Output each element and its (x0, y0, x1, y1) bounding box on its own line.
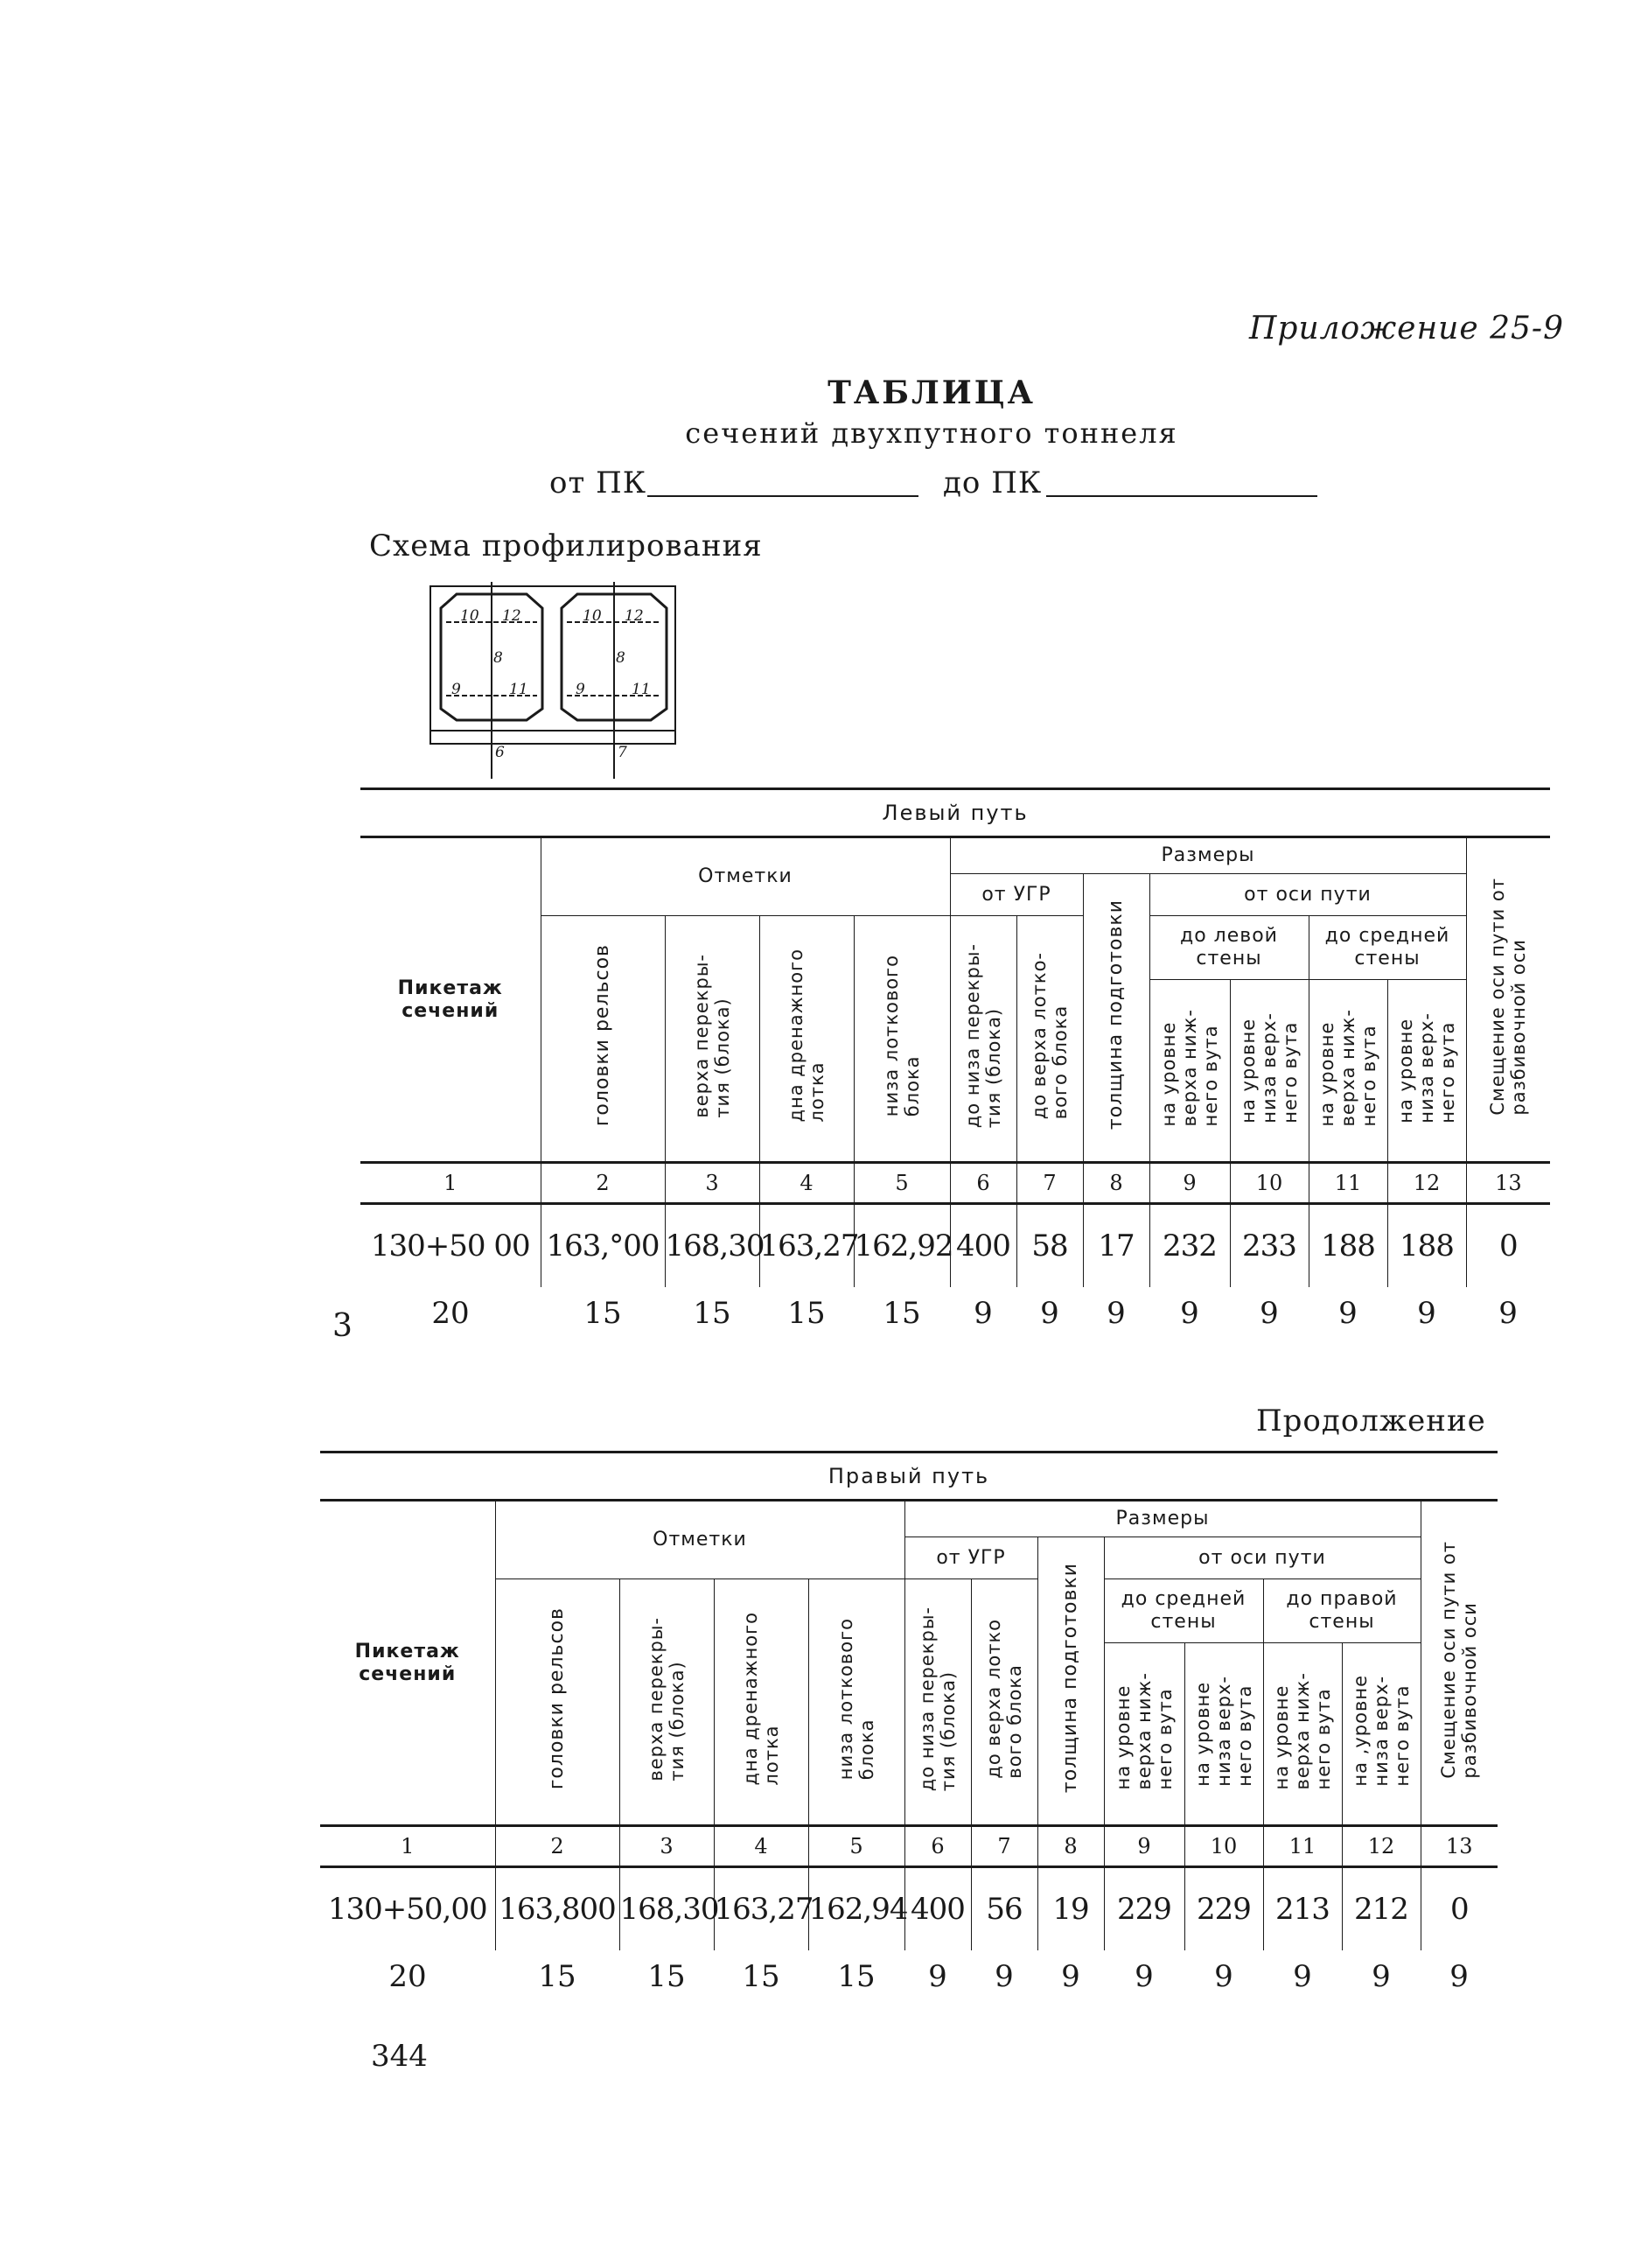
column-number: 4 (759, 1163, 854, 1204)
cell-prep-thickness: 17 (1083, 1204, 1149, 1288)
col-header-tray-block-bottom: низа лоткового блока (854, 916, 950, 1163)
accuracy-cell: 20 (431, 1296, 470, 1331)
cell-wall-b-upper: 188 (1387, 1204, 1466, 1288)
accuracy-row (320, 1950, 1498, 2003)
column-number: 13 (1466, 1163, 1550, 1204)
col-header-offset: Смещение оси пути от разбивочной оси (1421, 1501, 1498, 1826)
table-row (320, 1867, 1498, 1951)
column-number: 9 (1104, 1826, 1184, 1867)
column-number: 13 (1421, 1826, 1498, 1867)
cell-to-slab-bottom: 400 (950, 1204, 1016, 1288)
col-header-tray-block-bottom: низа лоткового блока (808, 1579, 904, 1826)
accuracy-cell: 15 (583, 1296, 622, 1331)
cell-wall-b-upper: 212 (1342, 1867, 1421, 1951)
profiling-scheme-diagram (422, 582, 684, 787)
accuracy-cell: 9 (995, 1959, 1014, 1994)
col-header-rail-heads: головки рельсов (541, 916, 665, 1163)
accuracy-cell: 15 (787, 1296, 826, 1331)
left-track-banner: Левый путь (360, 789, 1550, 837)
cell-wall-a-upper: 229 (1184, 1867, 1263, 1951)
column-number: 5 (854, 1163, 950, 1204)
accuracy-cell: 15 (837, 1959, 876, 1994)
col-header-picket: Пикетаж сечений (320, 1501, 495, 1826)
col-header-marks: Отметки (495, 1501, 904, 1579)
column-number: 9 (1149, 1163, 1230, 1204)
column-number: 2 (495, 1826, 619, 1867)
column-number: 5 (808, 1826, 904, 1867)
scheme-label-11-right: 11 (632, 681, 651, 698)
column-number: 6 (950, 1163, 1016, 1204)
accuracy-cell: 9 (1135, 1959, 1154, 1994)
accuracy-cell: 9 (1260, 1296, 1279, 1331)
col-header-wall-b-lower: на уровне верха ниж- него вута (1309, 980, 1387, 1163)
column-number: 3 (619, 1826, 714, 1867)
cell-to-tray-top: 58 (1016, 1204, 1083, 1288)
col-header-sizes: Размеры (904, 1501, 1421, 1537)
accuracy-cell: 15 (742, 1959, 780, 1994)
col-header-from-track-axis: от оси пути (1149, 874, 1466, 916)
pk-to-label: до ПК (943, 466, 1043, 500)
accuracy-cell: 9 (1214, 1959, 1233, 1994)
col-header-wall-a-lower: на уровне верха ниж- него вута (1149, 980, 1230, 1163)
accuracy-cell: 9 (1449, 1959, 1469, 1994)
cell-wall-a-upper: 233 (1230, 1204, 1309, 1288)
col-header-offset: Смещение оси пути от разбивочной оси (1466, 837, 1550, 1163)
column-number: 8 (1037, 1826, 1104, 1867)
cell-picket: 130+50,00 (320, 1867, 495, 1951)
page-subtitle: сечений двухпутного тоннеля (685, 416, 1178, 450)
column-number: 12 (1387, 1163, 1466, 1204)
column-number: 10 (1184, 1826, 1263, 1867)
scheme-label: Схема профилирования (369, 528, 763, 564)
column-number: 11 (1263, 1826, 1342, 1867)
cell-slab-top: 168,30 (619, 1867, 714, 1951)
accuracy-cell: 15 (693, 1296, 731, 1331)
column-number: 12 (1342, 1826, 1421, 1867)
appendix-label: Приложение 25-9 (1249, 311, 1564, 346)
col-header-rail-heads: головки рельсов (495, 1579, 619, 1826)
accuracy-cell: 9 (1107, 1296, 1126, 1331)
column-number: 4 (714, 1826, 808, 1867)
col-header-from-ugr: от УГР (904, 1537, 1037, 1579)
col-header-prep-thickness: толщина подготовки (1037, 1537, 1104, 1826)
right-track-table (320, 1451, 1498, 2003)
cell-rail-heads: 163,800 (495, 1867, 619, 1951)
pk-from-label: от ПК (549, 466, 647, 500)
scheme-label-12-left: 12 (502, 607, 521, 625)
column-number: 2 (541, 1163, 665, 1204)
column-number-row (320, 1826, 1498, 1867)
accuracy-cell: 9 (974, 1296, 993, 1331)
cell-offset: 0 (1421, 1867, 1498, 1951)
page-number: 344 (371, 2039, 428, 2074)
right-track-banner: Правый путь (320, 1452, 1498, 1501)
column-number: 1 (360, 1163, 541, 1204)
cell-slab-top: 168,30 (665, 1204, 759, 1288)
cell-rail-heads: 163,°00 (541, 1204, 665, 1288)
col-header-wall-a-upper: на уровне низа верх- него вута (1184, 1643, 1263, 1826)
col-header-from-track-axis: от оси пути (1104, 1537, 1421, 1579)
col-header-prep-thickness: толщина подготовки (1083, 874, 1149, 1163)
accuracy-cell: 9 (1417, 1296, 1436, 1331)
col-header-picket: Пикетаж сечений (360, 837, 541, 1163)
scheme-label-9-left: 9 (451, 681, 461, 698)
col-header-to-tray-top: до верха лотко вого блока (971, 1579, 1037, 1826)
col-header-wall-b-upper: на уровне низа верх- него вута (1387, 980, 1466, 1163)
accuracy-cell: 9 (1338, 1296, 1358, 1331)
column-number: 8 (1083, 1163, 1149, 1204)
accuracy-cell: 9 (1293, 1959, 1312, 1994)
cell-tray-block-bottom: 162,92 (854, 1204, 950, 1288)
accuracy-cell: 9 (1040, 1296, 1059, 1331)
col-header-wall-b-lower: на уровне верха ниж- него вута (1263, 1643, 1342, 1826)
table-row (360, 1204, 1550, 1288)
col-header-to-middle-wall: до средней стены (1309, 916, 1466, 980)
column-number: 1 (320, 1826, 495, 1867)
accuracy-cell: 15 (647, 1959, 686, 1994)
column-number: 10 (1230, 1163, 1309, 1204)
accuracy-cell: 9 (1372, 1959, 1391, 1994)
cell-drain-bottom: 163,27 (714, 1867, 808, 1951)
col-header-slab-top: верха перекры- тия (блока) (665, 916, 759, 1163)
col-header-marks: Отметки (541, 837, 950, 916)
col-header-to-slab-bottom: до низа перекры- тия (блока) (950, 916, 1016, 1163)
col-header-to-left-wall: до левой стены (1149, 916, 1309, 980)
col-header-to-middle-wall: до средней стены (1104, 1579, 1263, 1643)
accuracy-cell: 9 (1180, 1296, 1199, 1331)
cell-offset: 0 (1466, 1204, 1550, 1288)
continuation-label: Продолжение (1256, 1404, 1486, 1438)
accuracy-row (360, 1287, 1550, 1340)
column-number: 11 (1309, 1163, 1387, 1204)
scheme-label-9-right: 9 (576, 681, 585, 698)
scheme-label-10-left: 10 (460, 607, 479, 625)
scheme-label-7: 7 (618, 744, 627, 761)
column-number: 6 (904, 1826, 971, 1867)
scheme-label-10-right: 10 (583, 607, 602, 625)
col-header-to-slab-bottom: до низа перекры- тия (блока) (904, 1579, 971, 1826)
col-header-to-right-wall: до правой стены (1263, 1579, 1421, 1643)
accuracy-cell: 9 (1061, 1959, 1080, 1994)
col-header-wall-a-lower: на уровне верха ниж- него вута (1104, 1643, 1184, 1826)
col-header-wall-a-upper: на уровне низа верх- него вута (1230, 980, 1309, 1163)
scheme-label-8-right: 8 (616, 649, 625, 667)
left-track-table (360, 788, 1550, 1340)
scheme-label-6: 6 (495, 744, 505, 761)
accuracy-cell: 20 (388, 1959, 427, 1994)
cell-to-tray-top: 56 (971, 1867, 1037, 1951)
cell-tray-block-bottom: 162,94 (808, 1867, 904, 1951)
col-header-drain-bottom: дна дренажного лотка (714, 1579, 808, 1826)
accuracy-cell: 15 (883, 1296, 921, 1331)
column-number: 3 (665, 1163, 759, 1204)
accuracy-cell: 9 (928, 1959, 947, 1994)
cell-picket: 130+50 00 (360, 1204, 541, 1288)
col-header-wall-b-upper: на ,уровне низа верх- него вута (1342, 1643, 1421, 1826)
col-header-slab-top: верха перекры- тия (блока) (619, 1579, 714, 1826)
cell-wall-a-lower: 232 (1149, 1204, 1230, 1288)
accuracy-cell: 9 (1498, 1296, 1518, 1331)
scheme-label-8-left: 8 (493, 649, 503, 667)
cell-to-slab-bottom: 400 (904, 1867, 971, 1951)
col-header-drain-bottom: дна дренажного лотка (759, 916, 854, 1163)
margin-mark: 3 (332, 1308, 353, 1344)
pk-to-blank (1046, 495, 1317, 497)
column-number-row (360, 1163, 1550, 1204)
pk-from-blank (647, 495, 918, 497)
col-header-sizes: Размеры (950, 837, 1466, 874)
accuracy-cell: 15 (538, 1959, 576, 1994)
col-header-from-ugr: от УГР (950, 874, 1083, 916)
scheme-label-11-left: 11 (509, 681, 528, 698)
cell-wall-a-lower: 229 (1104, 1867, 1184, 1951)
col-header-to-tray-top: до верха лотко- вого блока (1016, 916, 1083, 1163)
column-number: 7 (1016, 1163, 1083, 1204)
page-title: ТАБЛИЦА (827, 374, 1036, 411)
cell-drain-bottom: 163,27 (759, 1204, 854, 1288)
cell-prep-thickness: 19 (1037, 1867, 1104, 1951)
cell-wall-b-lower: 188 (1309, 1204, 1387, 1288)
cell-wall-b-lower: 213 (1263, 1867, 1342, 1951)
scheme-label-12-right: 12 (625, 607, 644, 625)
column-number: 7 (971, 1826, 1037, 1867)
